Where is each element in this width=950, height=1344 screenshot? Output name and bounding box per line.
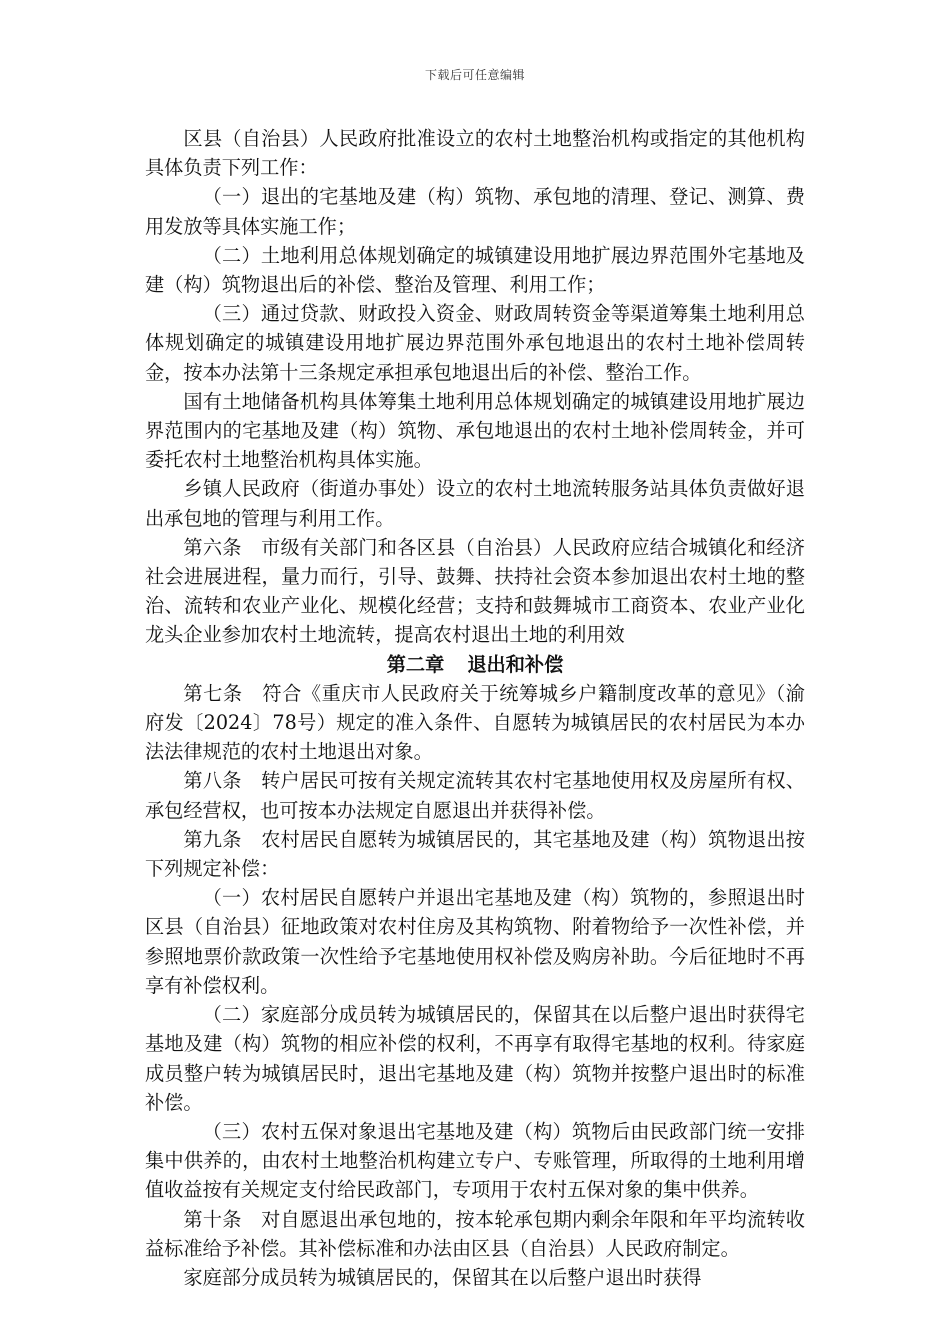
article-9: 第九条 农村居民自愿转为城镇居民的，其宅基地及建（构）筑物退出按下列规定补偿： (145, 827, 805, 881)
article-7: 第七条 符合《重庆市人民政府关于统筹城乡户籍制度改革的意见》（渝府发〔2024〕78号）规定的准入条件、自愿转为城镇居民的农村居民为本办法法律规范的农村土地退出对象。 (145, 681, 805, 764)
list-item: （三）通过贷款、财政投入资金、财政周转资金等渠道筹集土地利用总体规划确定的城镇建设用地扩展边界范围外承包地退出的农村土地补偿周转金，按本办法第十三条规定承担承包地退出后的补偿、整治工作。 (145, 302, 805, 384)
article-6: 第六条 市级有关部门和各区县（自治县）人民政府应结合城镇化和经济社会进展进程，量力而行，引导、鼓舞、扶持社会资本参加退出农村土地的整治、流转和农业产业化、规模化经营；支持和鼓舞城市工商资本、农业产业化龙头企业参加农村土地流转，提高农村退出土地的利用效 (145, 535, 805, 647)
paragraph: 家庭部分成员转为城镇居民的，保留其在以后整户退出时获得 (183, 1265, 702, 1289)
article-10: 第十条 对自愿退出承包地的，按本轮承包期内剩余年限和年平均流转收益标准给予补偿。其补偿标准和办法由区县（自治县）人民政府制定。 (145, 1207, 805, 1260)
page-header: 下载后可任意编辑 (424, 68, 525, 82)
document-body (145, 124, 805, 1292)
article-8: 第八条 转户居民可按有关规定流转其农村宅基地使用权及房屋所有权、承包经营权，也可按本办法规定自愿退出并获得补偿。 (145, 769, 805, 822)
chapter-title: 退出和补偿 (467, 652, 564, 676)
list-item: （二）土地利用总体规划确定的城镇建设用地扩展边界范围外宅基地及建（构）筑物退出后的补偿、整治及管理、利用工作； (145, 243, 805, 297)
list-item: （一）退出的宅基地及建（构）筑物、承包地的清理、登记、测算、费用发放等具体实施工作； (145, 185, 805, 238)
paragraph: 区县（自治县）人民政府批准设立的农村土地整治机构或指定的其他机构具体负责下列工作： (145, 127, 805, 180)
paragraph: 国有土地储备机构具体筹集土地利用总体规划确定的城镇建设用地扩展边界范围内的宅基地及建（构）筑物、承包地退出的农村土地补偿周转金，并可委托农村土地整治机构具体实施。 (145, 389, 805, 472)
list-item: （二）家庭部分成员转为城镇居民的，保留其在以后整户退出时获得宅基地及建（构）筑物的相应补偿的权利，不再享有取得宅基地的权利。待家庭成员整户转为城镇居民时，退出宅基地及建（构）筑物并按整户退出时的标准补偿。 (145, 1003, 805, 1114)
paragraph: 乡镇人民政府（街道办事处）设立的农村土地流转服务站具体负责做好退出承包地的管理与利用工作。 (145, 477, 805, 530)
chapter-heading (145, 650, 805, 679)
chapter-number: 第二章 (386, 652, 445, 676)
list-item: （一）农村居民自愿转户并退出宅基地及建（构）筑物的，参照退出时区县（自治县）征地政策对农村住房及其构筑物、附着物给予一次性补偿，并参照地票价款政策一次性给予宅基地使用权补偿及购房补助。今后征地时不再享有补偿权利。 (145, 886, 805, 997)
list-item: （三）农村五保对象退出宅基地及建（构）筑物后由民政部门统一安排集中供养的，由农村土地整治机构建立专户、专账管理，所取得的土地利用增值收益按有关规定支付给民政部门，专项用于农村五保对象的集中供养。 (145, 1119, 805, 1202)
